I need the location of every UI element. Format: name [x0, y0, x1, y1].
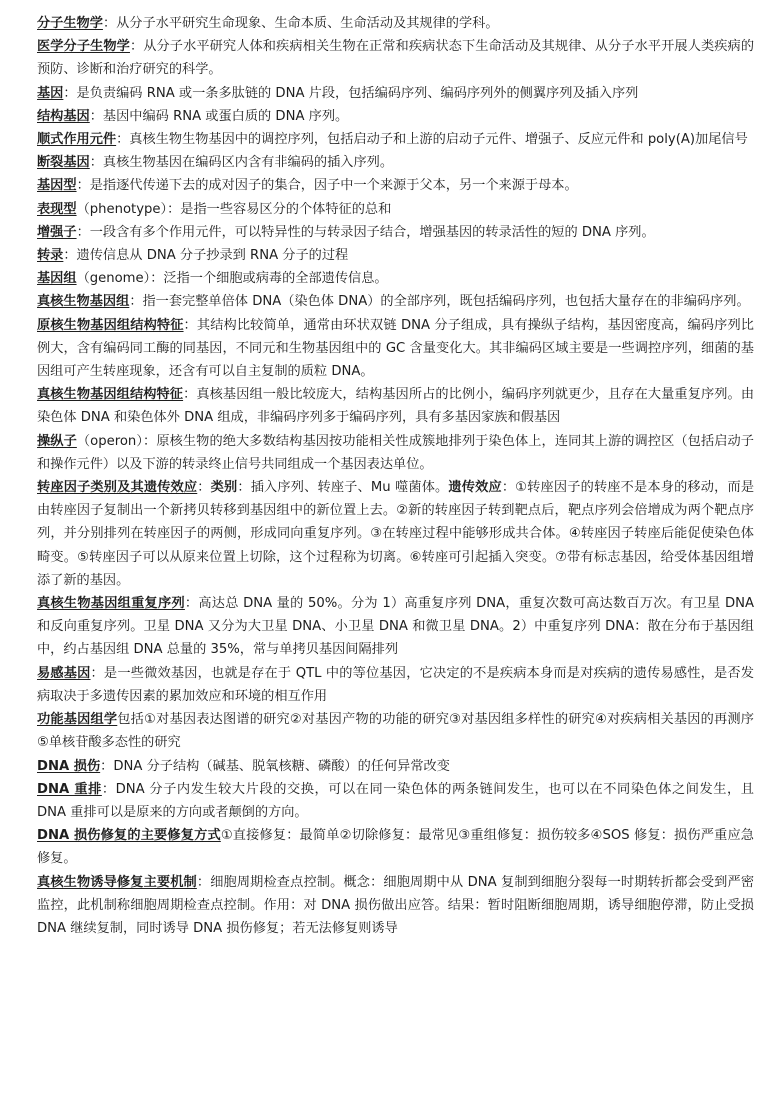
definition: ：插入序列、转座子、Mu 噬菌体。: [237, 480, 449, 496]
entry-eukaryotic-inducible-repair: [37, 871, 754, 941]
definition: ：高达总 DNA 量的 50%。分为 1）高重复序列 DNA，重复次数可高达数百万次。有卫星 DNA 和反向重复序列。卫星 DNA 又分为大卫星 DNA、小卫星 DNA 和微卫星 DNA。2）中重复序列 DNA：散在分布于基因组中，约占基因组 DNA 总量的 35%，常与单拷贝基因间隔排列: [37, 596, 754, 658]
subheading-categories: 类别: [210, 480, 238, 496]
entry-phenotype: [37, 198, 754, 221]
definition: ①直接修复：最简单②切除修复：最常见③重组修复：损伤较多④SOS 修复：损伤严重应急修复。: [37, 828, 754, 867]
term: 真核生物诱导修复主要机制: [37, 874, 197, 890]
term: 基因型: [37, 178, 77, 194]
entry-transposable-elements: [37, 476, 754, 592]
subheading-genetic-effects: 遗传效应: [448, 480, 502, 496]
entry-transcription: [37, 244, 754, 267]
term: 医学分子生物学: [37, 39, 130, 55]
term: 易感基因: [37, 665, 91, 681]
term: DNA 重排: [37, 781, 102, 797]
entry-split-gene: [37, 151, 754, 174]
entry-medical-molecular-biology: [37, 35, 754, 81]
entry-prokaryotic-genome-features: [37, 314, 754, 384]
definition: ：指一套完整单倍体 DNA（染色体 DNA）的全部序列，既包括编码序列，也包括大量存在的非编码序列。: [129, 294, 750, 310]
entry-operon: [37, 430, 754, 476]
term: 断裂基因: [37, 155, 90, 171]
definition: ：真核基因组一般比较庞大，结构基因所占的比例小，编码序列就更少，且存在大量重复序列。由染色体 DNA 和染色体外 DNA 组成，非编码序列多于编码序列，具有多基因家族和假基因: [37, 387, 754, 426]
term: 原核生物基因组结构特征: [37, 317, 184, 333]
definition: ：是一些微效基因，也就是存在于 QTL 中的等位基因，它决定的不是疾病本身而是对疾病的遗传易感性，是否发病取决于多遗传因素的累加效应和环境的相互作用: [37, 665, 754, 704]
definition: ：DNA 分子内发生较大片段的交换，可以在同一染色体的两条链间发生，也可以在不同染色体之间发生，且 DNA 重排可以是原来的方向或者颠倒的方向。: [37, 781, 754, 820]
term: 操纵子: [37, 433, 77, 449]
entry-genome: [37, 267, 754, 290]
definition: ：遗传信息从 DNA 分子抄录到 RNA 分子的过程: [63, 248, 349, 264]
definition: ：基因中编码 RNA 或蛋白质的 DNA 序列。: [89, 108, 349, 124]
definition: ：从分子水平研究人体和疾病相关生物在正常和疾病状态下生命活动及其规律、从分子水平开展人类疾病的预防、诊断和治疗研究的科学。: [37, 39, 755, 78]
term: 真核生物基因组: [37, 294, 130, 310]
definition: ：其结构比较简单，通常由环状双链 DNA 分子组成，具有操纵子结构，基因密度高，编码序列比例大，含有编码同工酶的同基因，不同元和生物基因组中的 GC 含量变化大。其非编码区域主要是一些调控序列，细菌的基因组可产生转座现象，还含有可以自主复制的质粒 DNA。: [37, 317, 754, 380]
term: 顺式作用元件: [37, 132, 117, 148]
term: 基因组: [37, 271, 77, 287]
entry-dna-damage: [37, 755, 754, 778]
definition: （operon）：原核生物的绝大多数结构基因按功能相关性成簇地排列于染色体上，连同其上游的调控区（包括启动子和操作元件）以及下游的转录终止信号共同组成一个基因表达单位。: [37, 433, 754, 472]
definition: 包括①对基因表达图谱的研究②对基因产物的功能的研究③对基因组多样性的研究④对疾病相关基因的再测序⑤单核苷酸多态性的研究: [37, 712, 754, 751]
term: DNA 损伤: [37, 758, 101, 774]
entry-molecular-biology: [37, 12, 754, 35]
definition: （phenotype）：是指一些容易区分的个体特征的总和: [76, 201, 392, 217]
entry-structural-gene: [37, 105, 754, 128]
entry-gene: [37, 82, 754, 105]
entry-dna-rearrangement: [37, 778, 754, 824]
term: 转座因子类别及其遗传效应: [37, 480, 198, 496]
entry-eukaryotic-genome-features: [37, 383, 754, 429]
term: 真核生物基因组结构特征: [37, 387, 184, 403]
term: 基因: [37, 85, 64, 101]
entry-genotype: [37, 174, 754, 197]
definition: ：是负责编码 RNA 或一条多肽链的 DNA 片段，包括编码序列、编码序列外的侧翼序列及插入序列: [63, 85, 639, 101]
entry-susceptibility-gene: [37, 662, 754, 708]
definition: ：真核生物基因在编码区内含有非编码的插入序列。: [89, 155, 394, 171]
term: 转录: [37, 248, 64, 264]
definition: ：是指逐代传递下去的成对因子的集合，因子中一个来源于父本，另一个来源于母本。: [76, 178, 578, 194]
definition: ：: [197, 480, 211, 496]
term: 增强子: [37, 224, 77, 240]
term: 真核生物基因组重复序列: [37, 596, 185, 612]
definition: ：①转座因子的转座不是本身的移动，而是由转座因子复制出一个新拷贝转移到基因组中的新位置上去。②新的转座因子转到靶点后，靶点序列会倍增成为两个靶点序列，并分别排列在转座因子的两侧，形成同向重复序列。③在转座过程中能够形成共合体。④转座因子转座后能促使染色体畸变。⑤转座因子可以从原来位置上切除，这个过程称为切离。⑥转座可引起插入突变。⑦带有标志基因，给受体基因组增添了新的基因。: [37, 480, 755, 588]
term: DNA 损伤修复的主要修复方式: [37, 828, 221, 844]
definition: ：从分子水平研究生命现象、生命本质、生命活动及其规律的学科。: [102, 16, 499, 31]
entry-repetitive-sequences: [37, 592, 754, 662]
entry-eukaryotic-genome: [37, 290, 754, 313]
entry-functional-genomics: [37, 708, 754, 754]
definition: ：DNA 分子结构（碱基、脱氧核糖、磷酸）的任何异常改变: [100, 758, 450, 774]
definition: （genome）：泛指一个细胞或病毒的全部遗传信息。: [76, 271, 388, 287]
term: 结构基因: [37, 108, 90, 124]
entry-cis-acting-element: [37, 128, 754, 151]
term: 表现型: [37, 201, 77, 217]
definition: ：一段含有多个作用元件，可以特异性的与转录因子结合，增强基因的转录活性的短的 DNA 序列。: [76, 224, 655, 240]
term: 功能基因组学: [37, 712, 118, 728]
entry-dna-repair-methods: [37, 824, 754, 870]
entry-enhancer: [37, 221, 754, 244]
definition: ：细胞周期检查点控制。概念：细胞周期中从 DNA 复制到细胞分裂每一时期转折都会受到严密监控，此机制称细胞周期检查点控制。作用：对 DNA 损伤做出应答。结果：暂时阻断细胞周期，诱导细胞停滞，防止受损 DNA 继续复制，同时诱导 DNA 损伤修复；若无法修复则诱导: [37, 874, 755, 936]
definition: ：真核生物生物基因中的调控序列，包括启动子和上游的启动子元件、增强子、反应元件和 poly(A)加尾信号: [116, 132, 748, 148]
term: 分子生物学: [37, 16, 103, 31]
